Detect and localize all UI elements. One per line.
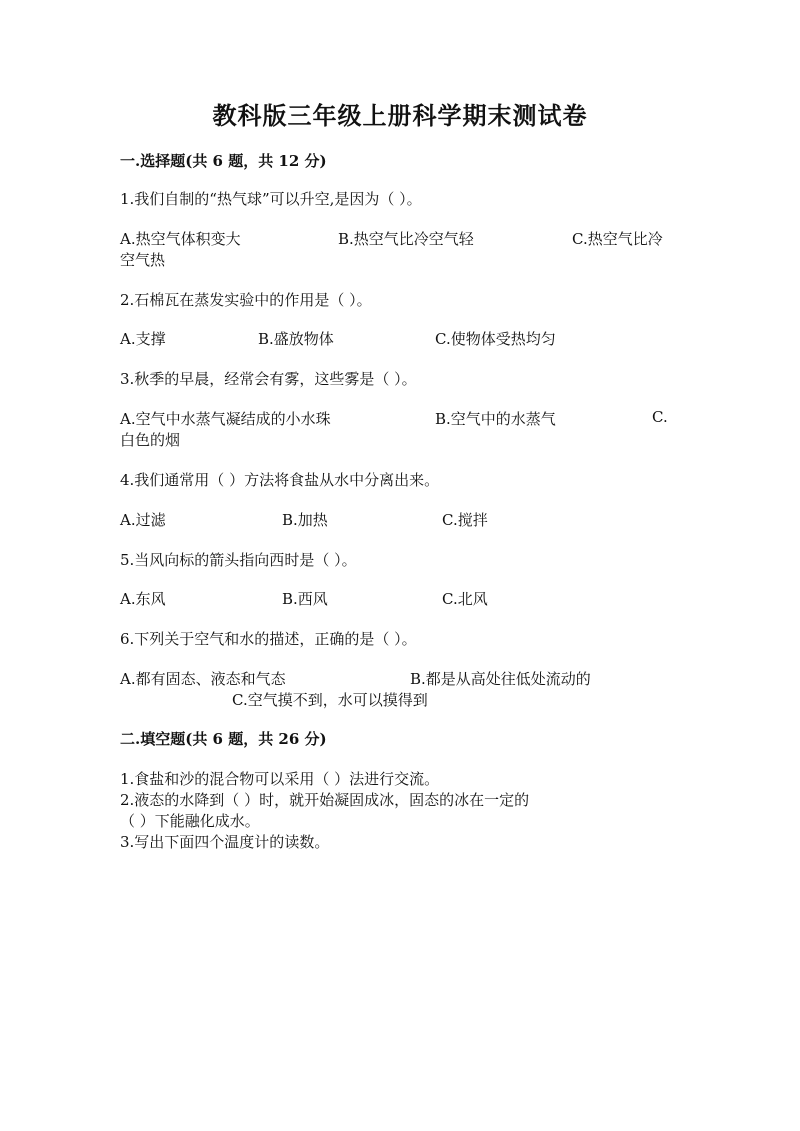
- question-2-option-b: B.盛放物体: [258, 330, 334, 348]
- question-2-option-c: C.使物体受热均匀: [435, 330, 556, 348]
- section-heading-choice: 一.选择题(共 6 题，共 12 分): [120, 152, 327, 170]
- question-3-option-c-wrap: 白色的烟: [120, 431, 181, 449]
- question-4-option-a: A.过滤: [120, 511, 166, 529]
- question-5-option-c: C.北风: [442, 590, 488, 608]
- fill-question-2: 2.液态的水降到（ ）时，就开始凝固成冰，固态的冰在一定的: [120, 791, 530, 809]
- question-6: 6.下列关于空气和水的描述，正确的是（ ）。: [120, 630, 417, 648]
- question-5-option-b: B.西风: [282, 590, 328, 608]
- question-2-option-a: A.支撑: [120, 330, 166, 348]
- question-1-option-c: C.热空气比冷: [572, 230, 663, 248]
- question-4: 4.我们通常用（ ）方法将食盐从水中分离出来。: [120, 471, 440, 489]
- question-4-option-c: C.搅拌: [442, 511, 488, 529]
- question-3-option-c: C.: [652, 408, 668, 426]
- question-1-option-a: A.热空气体积变大: [120, 230, 241, 248]
- question-3: 3.秋季的早晨，经常会有雾，这些雾是（ ）。: [120, 370, 417, 388]
- question-5-option-a: A.东风: [120, 590, 166, 608]
- question-1-option-b: B.热空气比冷空气轻: [338, 230, 474, 248]
- question-1-option-c-wrap: 空气热: [120, 251, 166, 269]
- question-3-option-a: A.空气中水蒸气凝结成的小水珠: [120, 410, 331, 428]
- fill-question-1: 1.食盐和沙的混合物可以采用（ ）法进行交流。: [120, 770, 440, 788]
- question-4-option-b: B.加热: [282, 511, 328, 529]
- fill-question-2-wrap: （ ）下能融化成水。: [120, 812, 260, 830]
- question-1: 1.我们自制的“热气球”可以升空,是因为（ ）。: [120, 190, 422, 208]
- question-2: 2.石棉瓦在蒸发实验中的作用是（ ）。: [120, 291, 372, 309]
- page-title: 教科版三年级上册科学期末测试卷: [212, 101, 588, 130]
- question-3-option-b: B.空气中的水蒸气: [435, 410, 556, 428]
- question-6-option-b: B.都是从高处往低处流动的: [410, 670, 591, 688]
- section-heading-fill: 二.填空题(共 6 题，共 26 分): [120, 730, 327, 748]
- question-6-option-a: A.都有固态、液态和气态: [120, 670, 286, 688]
- question-6-option-c: C.空气摸不到，水可以摸得到: [232, 691, 428, 709]
- question-5: 5.当风向标的箭头指向西时是（ ）。: [120, 551, 357, 569]
- fill-question-3: 3.写出下面四个温度计的读数。: [120, 833, 330, 851]
